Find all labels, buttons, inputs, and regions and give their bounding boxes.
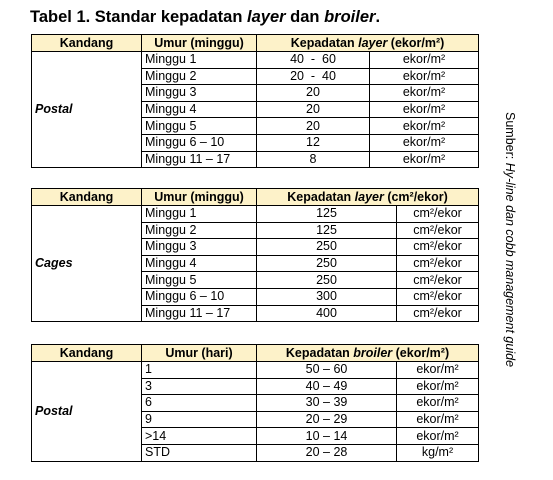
header-umur: Umur (minggu) bbox=[142, 35, 257, 52]
age-cell: Minggu 5 bbox=[142, 272, 257, 289]
value-cell: 250 bbox=[257, 255, 397, 272]
table-row bbox=[32, 52, 479, 69]
age-cell: STD bbox=[142, 444, 257, 461]
value-cell: 250 bbox=[257, 239, 397, 256]
title-period: . bbox=[375, 8, 381, 26]
table-row bbox=[32, 206, 479, 223]
header-kepadatan: Kepadatan broiler (ekor/m²) bbox=[257, 345, 479, 362]
title-broiler: broiler bbox=[324, 8, 376, 26]
header-kepadatan: Kepadatan layer (cm²/ekor) bbox=[257, 189, 479, 206]
header-kepadatan: Kepadatan layer (ekor/m²) bbox=[257, 35, 479, 52]
header-kandang: Kandang bbox=[32, 345, 142, 362]
age-cell: >14 bbox=[142, 428, 257, 445]
age-cell: Minggu 6 – 10 bbox=[142, 288, 257, 305]
age-cell: Minggu 1 bbox=[142, 52, 257, 69]
unit-cell: cm²/ekor bbox=[397, 206, 479, 223]
unit-cell: ekor/m² bbox=[397, 362, 479, 379]
table-row bbox=[32, 362, 479, 379]
unit-cell: cm²/ekor bbox=[397, 272, 479, 289]
value-cell: 50 – 60 bbox=[257, 362, 397, 379]
unit-cell: ekor/m² bbox=[397, 411, 479, 428]
age-cell: Minggu 4 bbox=[142, 101, 257, 118]
title-and: dan bbox=[285, 8, 325, 26]
table-header-row bbox=[32, 189, 479, 206]
value-cell: 400 bbox=[257, 305, 397, 322]
source-prefix: Sumber: bbox=[503, 112, 517, 163]
age-cell: Minggu 6 – 10 bbox=[142, 134, 257, 151]
age-cell: 3 bbox=[142, 378, 257, 395]
unit-cell: ekor/m² bbox=[370, 85, 479, 102]
header-umur: Umur (hari) bbox=[142, 345, 257, 362]
value-cell: 125 bbox=[257, 222, 397, 239]
document-title bbox=[30, 8, 380, 27]
unit-cell: cm²/ekor bbox=[397, 222, 479, 239]
unit-cell: ekor/m² bbox=[370, 134, 479, 151]
value-cell: 20 – 29 bbox=[257, 411, 397, 428]
unit-cell: cm²/ekor bbox=[397, 305, 479, 322]
age-cell: Minggu 11 – 17 bbox=[142, 151, 257, 168]
source-note bbox=[503, 112, 517, 367]
unit-cell: ekor/m² bbox=[397, 378, 479, 395]
age-cell: 1 bbox=[142, 362, 257, 379]
unit-cell: ekor/m² bbox=[370, 118, 479, 135]
unit-cell: ekor/m² bbox=[370, 68, 479, 85]
unit-cell: kg/m² bbox=[397, 444, 479, 461]
header-umur: Umur (minggu) bbox=[142, 189, 257, 206]
value-cell: 10 – 14 bbox=[257, 428, 397, 445]
unit-cell: cm²/ekor bbox=[397, 239, 479, 256]
title-layer: layer bbox=[247, 8, 286, 26]
age-cell: Minggu 5 bbox=[142, 118, 257, 135]
table-header-row bbox=[32, 35, 479, 52]
age-cell: 9 bbox=[142, 411, 257, 428]
value-cell: 12 bbox=[257, 134, 370, 151]
age-cell: Minggu 11 – 17 bbox=[142, 305, 257, 322]
unit-cell: ekor/m² bbox=[370, 101, 479, 118]
value-cell: 250 bbox=[257, 272, 397, 289]
header-kandang: Kandang bbox=[32, 189, 142, 206]
table-broiler-postal bbox=[31, 344, 479, 462]
age-cell: Minggu 4 bbox=[142, 255, 257, 272]
value-cell: 30 – 39 bbox=[257, 395, 397, 412]
unit-cell: cm²/ekor bbox=[397, 288, 479, 305]
age-cell: Minggu 1 bbox=[142, 206, 257, 223]
source-text: Hy-line dan cobb management guide bbox=[503, 162, 517, 368]
table-layer-postal bbox=[31, 34, 479, 168]
unit-cell: cm²/ekor bbox=[397, 255, 479, 272]
age-cell: 6 bbox=[142, 395, 257, 412]
value-cell: 20 bbox=[257, 101, 370, 118]
age-cell: Minggu 2 bbox=[142, 68, 257, 85]
age-cell: Minggu 3 bbox=[142, 239, 257, 256]
kandang-cell: Postal bbox=[32, 362, 142, 462]
unit-cell: ekor/m² bbox=[370, 52, 479, 69]
age-cell: Minggu 2 bbox=[142, 222, 257, 239]
value-cell: 20 bbox=[257, 118, 370, 135]
kandang-cell: Cages bbox=[32, 206, 142, 322]
value-cell: 20 bbox=[257, 85, 370, 102]
value-cell: 40 - 60 bbox=[257, 52, 370, 69]
table-layer-cages bbox=[31, 188, 479, 322]
unit-cell: ekor/m² bbox=[397, 395, 479, 412]
value-cell: 8 bbox=[257, 151, 370, 168]
value-cell: 125 bbox=[257, 206, 397, 223]
unit-cell: ekor/m² bbox=[370, 151, 479, 168]
title-text: Tabel 1. Standar kepadatan bbox=[30, 8, 248, 26]
unit-cell: ekor/m² bbox=[397, 428, 479, 445]
header-kandang: Kandang bbox=[32, 35, 142, 52]
value-cell: 20 – 28 bbox=[257, 444, 397, 461]
kandang-cell: Postal bbox=[32, 52, 142, 168]
value-cell: 20 - 40 bbox=[257, 68, 370, 85]
value-cell: 40 – 49 bbox=[257, 378, 397, 395]
value-cell: 300 bbox=[257, 288, 397, 305]
age-cell: Minggu 3 bbox=[142, 85, 257, 102]
table-header-row bbox=[32, 345, 479, 362]
